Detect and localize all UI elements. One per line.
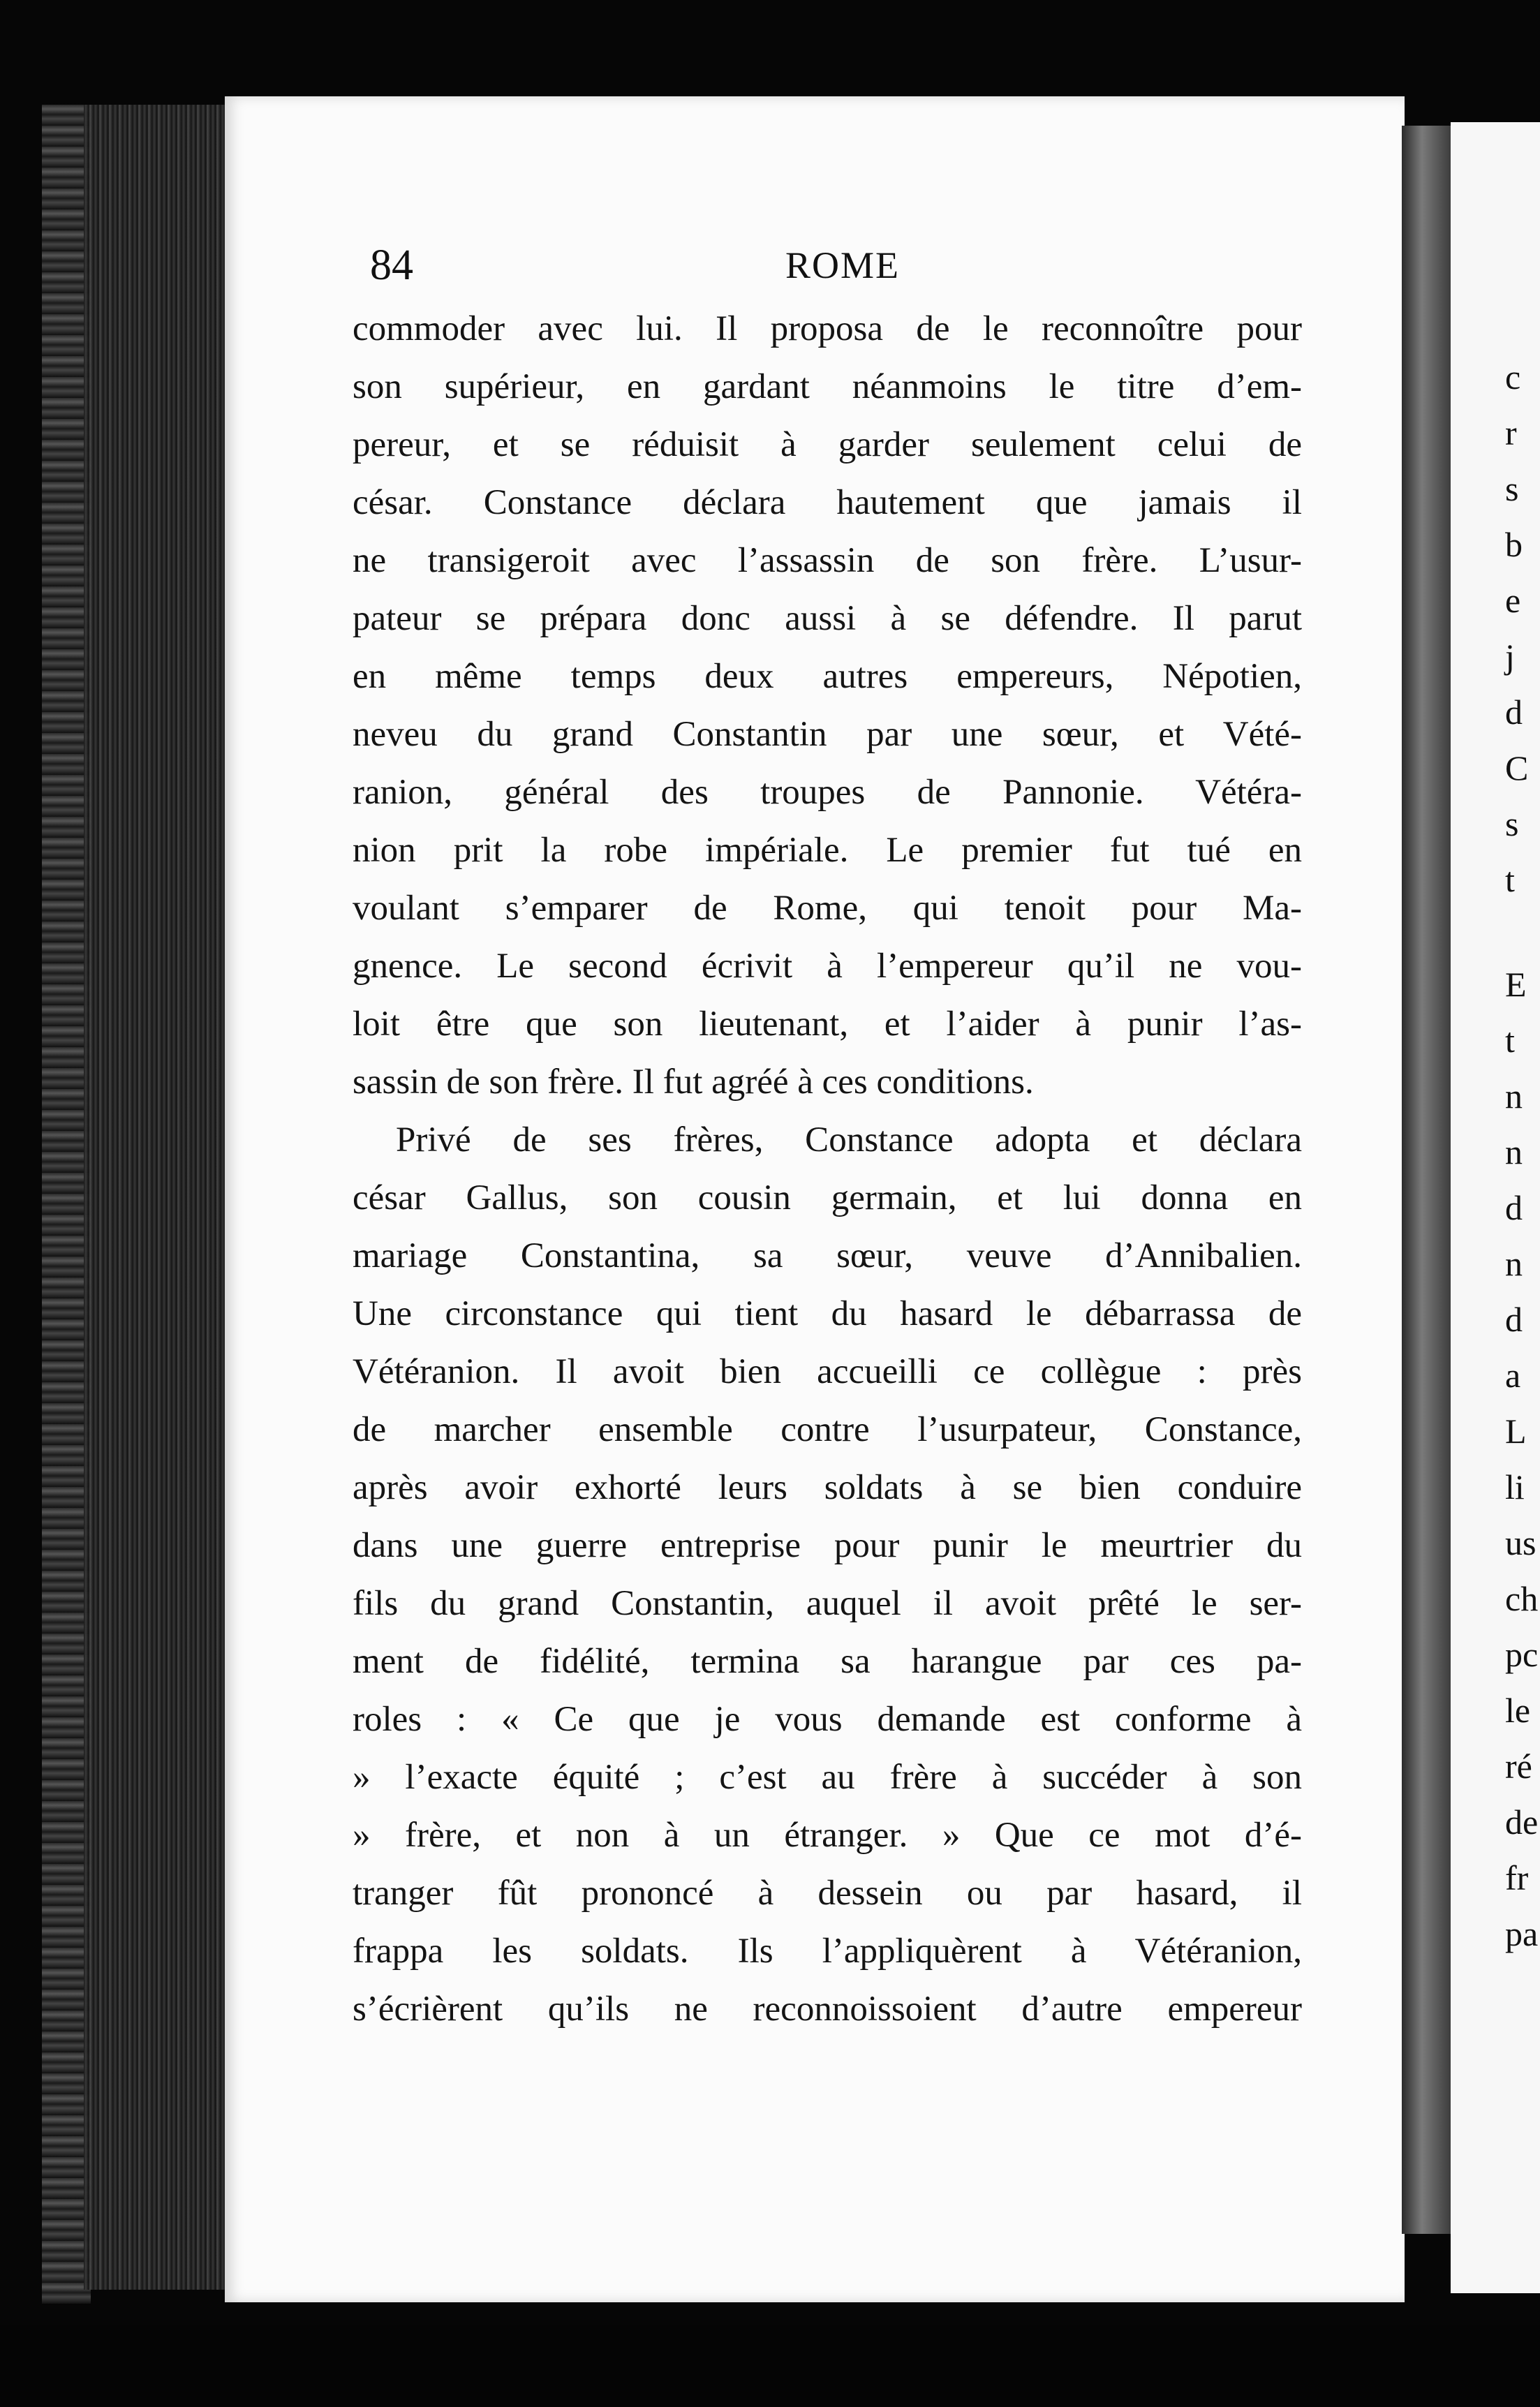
text-line: en même temps deux autres empereurs, Népotien, (353, 657, 1302, 696)
facing-page-fragment: ré (1505, 1747, 1532, 1786)
text-line: Vétéranion. Il avoit bien accueilli ce collègue : près (353, 1352, 1302, 1391)
text-line: son supérieur, en gardant néanmoins le titre d’em- (353, 367, 1302, 406)
facing-page-fragment: t (1505, 860, 1515, 899)
text-line: dans une guerre entreprise pour punir le meurtrier du (353, 1526, 1302, 1565)
facing-page-fragment: C (1505, 748, 1529, 787)
facing-page-fragment: pc (1505, 1635, 1539, 1674)
facing-page-fragment: d (1505, 1188, 1523, 1227)
facing-page-fragment: li (1505, 1467, 1525, 1506)
facing-page-fragment: s (1505, 804, 1519, 843)
facing-page-fragment: ch (1505, 1579, 1539, 1618)
text-line: mariage Constantina, sa sœur, veuve d’Annibalien. (353, 1236, 1302, 1275)
text-line: nion prit la robe impériale. Le premier fut tué en (353, 831, 1302, 870)
facing-page-fragment: n (1505, 1132, 1523, 1171)
scan-border-bottom (0, 2325, 1540, 2407)
text-line: commoder avec lui. Il proposa de le reconnoître pour (353, 309, 1302, 348)
text-line: ne transigeroit avec l’assassin de son frère. L’usur- (353, 541, 1302, 580)
text-line: neveu du grand Constantin par une sœur, et Vété- (353, 715, 1302, 754)
facing-page-fragment: E (1505, 965, 1527, 1004)
text-line: césar Gallus, son cousin germain, et lui donna en (353, 1178, 1302, 1217)
facing-page-fragment: n (1505, 1244, 1523, 1283)
text-line: pereur, et se réduisit à garder seulement celui de (353, 425, 1302, 464)
text-line: s’écrièrent qu’ils ne reconnoissoient d’autre empereur (353, 1990, 1302, 2029)
text-line: tranger fût prononcé à dessein ou par hasard, il (353, 1874, 1302, 1913)
book-spine (84, 105, 230, 2290)
text-line: pateur se prépara donc aussi à se défendre. Il parut (353, 599, 1302, 638)
text-line: après avoir exhorté leurs soldats à se bien conduire (353, 1468, 1302, 1507)
text-line: » l’exacte équité ; c’est au frère à succéder à son (353, 1758, 1302, 1797)
body-text (353, 300, 1302, 2038)
facing-page-fragment: d (1505, 693, 1523, 732)
text-line: gnence. Le second écrivit à l’empereur qu’il ne vou- (353, 947, 1302, 986)
text-line: frappa les soldats. Ils l’appliquèrent à Vétéranion, (353, 1932, 1302, 1971)
text-line: ment de fidélité, termina sa harangue par ces pa- (353, 1642, 1302, 1681)
facing-page-fragment: a (1505, 1356, 1521, 1395)
facing-page-fragment: pa (1505, 1914, 1539, 1953)
running-head: ROME (785, 244, 901, 286)
text-line: de marcher ensemble contre l’usurpateur, Constance, (353, 1410, 1302, 1449)
facing-page-fragment: de (1505, 1802, 1539, 1842)
text-line: césar. Constance déclara hautement que jamais il (353, 483, 1302, 522)
facing-page-fragment: c (1505, 357, 1521, 397)
facing-page-fragment: us (1505, 1523, 1537, 1562)
text-line: ranion, général des troupes de Pannonie. Vétéra- (353, 773, 1302, 812)
page-gutter (1402, 126, 1452, 2234)
facing-page-fragment: b (1505, 525, 1523, 564)
facing-page (1451, 122, 1540, 2293)
text-line: Privé de ses frères, Constance adopta et déclara (396, 1120, 1302, 1160)
page-header (370, 241, 1347, 297)
text-line: Une circonstance qui tient du hasard le débarrassa de (353, 1294, 1302, 1333)
facing-page-fragment: d (1505, 1300, 1523, 1339)
facing-page-fragment: t (1505, 1021, 1515, 1060)
text-line: loit être que son lieutenant, et l’aider à punir l’as- (353, 1005, 1302, 1044)
facing-page-fragment: n (1505, 1076, 1523, 1116)
facing-page-fragment: j (1505, 637, 1515, 676)
facing-page-fragment: L (1505, 1412, 1527, 1451)
text-line: sassin de son frère. Il fut agréé à ces conditions. (353, 1062, 1034, 1102)
text-line: fils du grand Constantin, auquel il avoit prêté le ser- (353, 1584, 1302, 1623)
text-line: roles : « Ce que je vous demande est conforme à (353, 1700, 1302, 1739)
facing-page-fragment: le (1505, 1691, 1531, 1730)
text-line: » frère, et non à un étranger. » Que ce mot d’é- (353, 1816, 1302, 1855)
facing-page-fragment: fr (1505, 1858, 1529, 1897)
page-number: 84 (370, 242, 413, 289)
facing-page-fragment: s (1505, 469, 1519, 508)
text-line: voulant s’emparer de Rome, qui tenoit pour Ma- (353, 889, 1302, 928)
facing-page-fragment: r (1505, 413, 1517, 452)
facing-page-fragment: e (1505, 581, 1521, 620)
